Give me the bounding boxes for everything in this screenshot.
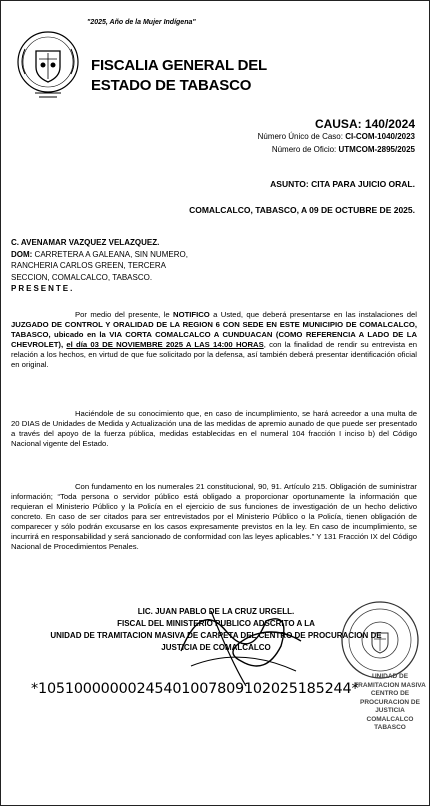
handwritten-signature-icon — [171, 591, 311, 691]
recipient-address-line2: RANCHERIA CARLOS GREEN, TERCERA — [11, 261, 166, 270]
p1-text-b: a Usted, que deberá presentarse en las instalaciones del — [209, 310, 418, 319]
p1-notifico: NOTIFICO — [173, 310, 210, 319]
address-label: DOM: — [11, 249, 33, 259]
notification-paragraph — [11, 310, 417, 370]
office-number-value: UTMCOM-2895/2025 — [338, 145, 415, 154]
recipient-block — [11, 237, 188, 295]
fiscalia-logo-icon — [15, 29, 81, 109]
warning-paragraph: Haciéndole de su conocimiento que, en caso de incumplimiento, se hará acreedor a una multa de 20 DIAS de Unidades de Medida y Actualización una de las medidas de apremio aunado de que puede ser presentado a través del apoyo de la fuerza pública, medidas establecidas en el numeral 104 fracción I inciso b) del Código Nacional vigente del Estado. — [11, 409, 417, 448]
case-number-label: Número Único de Caso: — [257, 132, 346, 141]
case-number — [258, 132, 415, 141]
motto: "2025, Año de la Mujer Indígena" — [87, 19, 196, 26]
stamp-line3: PROCURACION DE JUSTICIA — [360, 698, 420, 714]
signer-title-line3: JUSTICIA DE COMALCALCO — [161, 643, 271, 652]
causa-number: CAUSA: 140/2024 — [314, 117, 415, 131]
subject-line: ASUNTO: CITA PARA JUICIO ORAL. — [270, 179, 415, 189]
address-line1-text: CARRETERA A GALEANA, SIN NUMERO, — [32, 249, 188, 259]
stamp-line4: COMALCALCO TABASCO — [366, 715, 414, 731]
organization-name-line1: FISCALIA GENERAL DEL — [91, 57, 268, 74]
signer-title-line1: FISCAL DEL MINISTERIO PUBLICO ADSCRITO A LA — [117, 619, 315, 628]
organization-name-line2: ESTADO DE TABASCO — [91, 77, 252, 94]
official-seal-icon — [339, 599, 421, 681]
stamp-text — [351, 673, 429, 733]
recipient-name: C. AVENAMAR VAZQUEZ VELAZQUEZ. — [11, 238, 160, 247]
stamp-line2: CENTRO DE — [370, 690, 410, 697]
presente-line: PRESENTE. — [11, 284, 75, 293]
p1-text-a: Por medio del presente, le — [75, 310, 174, 319]
recipient-address-line1 — [11, 249, 188, 261]
barcode-number: *10510000000245401007809102025185244* — [31, 681, 359, 697]
office-number-label: Número de Oficio: — [271, 145, 339, 154]
p1-date-time: el día 03 DE NOVIEMBRE 2025 A LAS 14:00 HORAS — [66, 340, 264, 349]
p3-quote: Con fundamento en los numerales 21 constitucional, 90, 91. Artículo 215. Obligación de suministrar información; “Toda persona o servidor público está obligado a proporcionar oportunamente la información que requieran el Ministerio Público y la Policía en el ejercicio de sus funciones de investigación de un hecho delictivo concreto. En caso de ser citados para ser entrevistados por el Ministerio Público o la Policía, tienen obligación de comparecer y sólo podrán excusarse en los casos expresamente previstos en la ley. En caso de incumplimiento, se incurrirá en responsabilidad y será sancionado de conformidad con las leyes aplicables. — [11, 482, 417, 541]
stamp-line1: UNIDAD DE TRAMITACION MASIVA — [354, 673, 426, 689]
signer-name: LIC. JUAN PABLO DE LA CRUZ URGELL. — [137, 607, 295, 616]
signer-title-line2: UNIDAD DE TRAMITACION MASIVA DE CARPETA DEL CENTRO DE PROCURACION DE — [50, 631, 382, 640]
p1-court-location: JUZGADO DE CONTROL Y ORALIDAD DE LA REGION 6 CON SEDE EN ESTE MUNICIPIO DE COMALCALCO, TABASCO, ubicado en la VIA CORTA COMALCALCO A CUNDUACAN (COMO REFERENCIA A LADO DE LA CHEVROLET), — [11, 320, 417, 349]
office-number — [272, 145, 415, 154]
p1-text-c: , con la finalidad de rendir su entrevista en relación a los hechos, en virtud de que fue solicitado por la defensa, así también deberá presentar identificación oficial en original. — [11, 340, 417, 369]
p3-tail: ” Y 131 Fracción IX del Código Nacional de Procedimientos Penales. — [11, 532, 417, 551]
legal-basis-paragraph — [11, 482, 417, 552]
recipient-address-line3: SECCION, COMALCALCO, TABASCO. — [11, 272, 153, 282]
place-and-date: COMALCALCO, TABASCO, A 09 DE OCTUBRE DE 2025. — [189, 205, 415, 215]
case-number-value: CI-COM-1040/2023 — [345, 132, 415, 141]
